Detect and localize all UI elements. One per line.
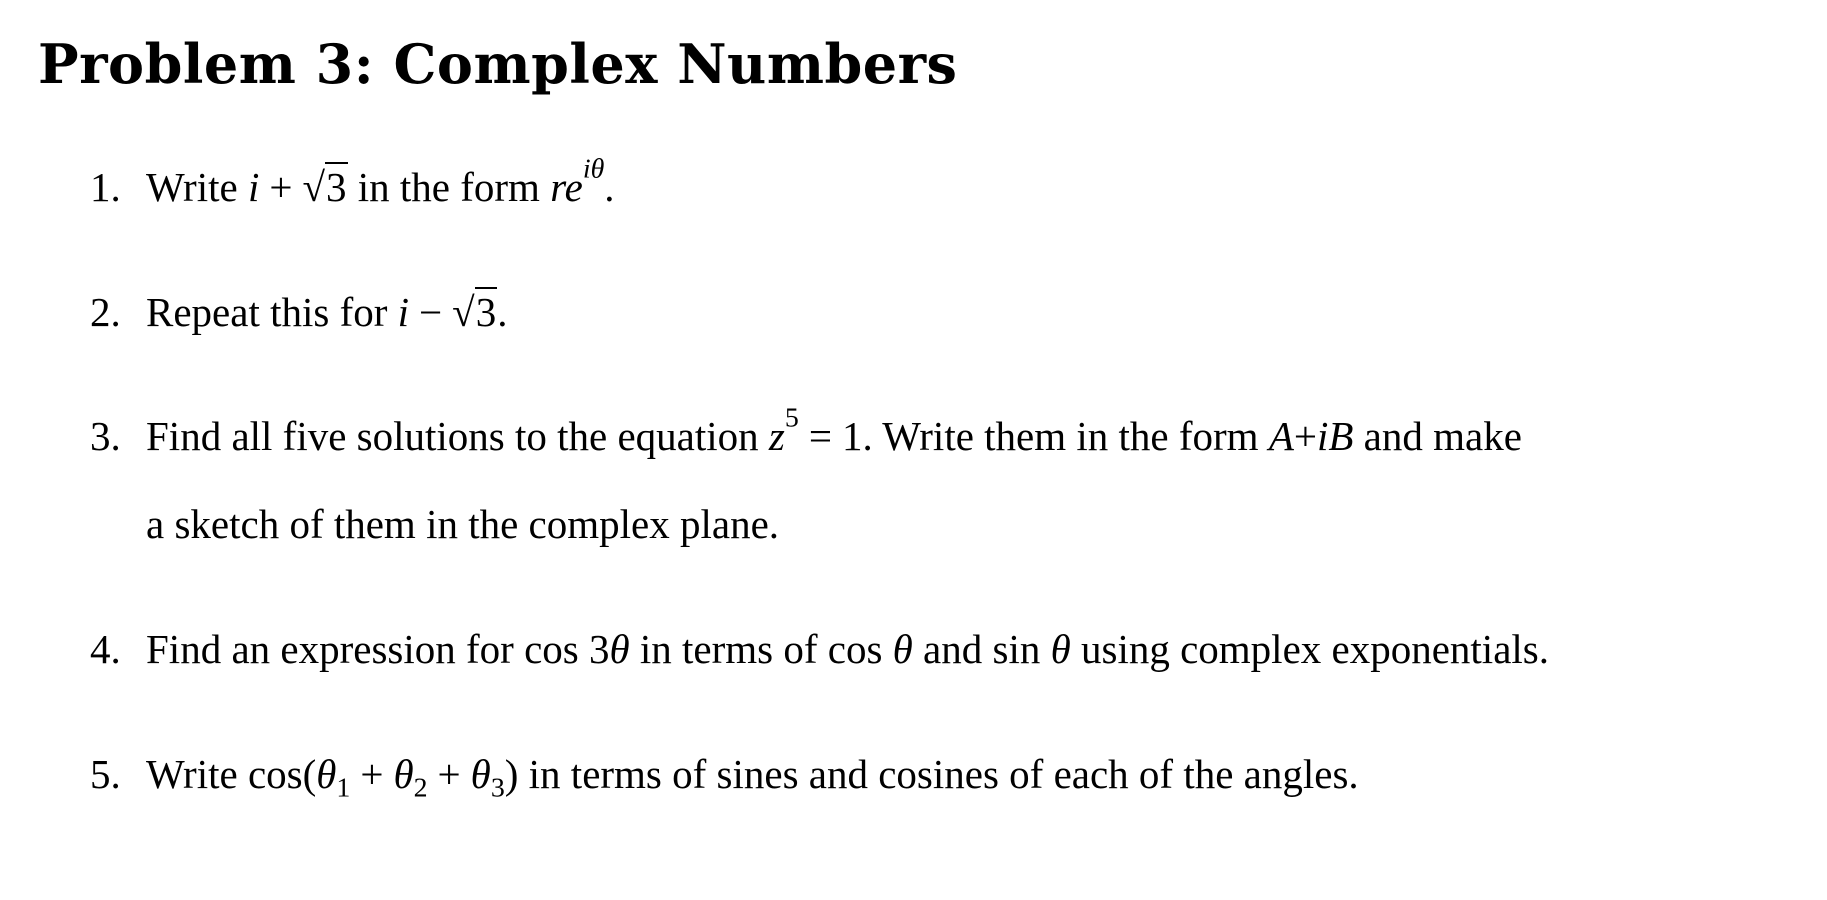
problem-text: Find all five solutions to the equation $z^5 = 1$. Write them in the form A+iB and make <box>146 402 1522 459</box>
problem-text: Repeat this for i − √3. <box>146 289 508 335</box>
square-root: √3 <box>302 164 347 210</box>
problem-text: Write i + √3 in the form $re^{i\theta}$. <box>146 153 615 210</box>
problem-number: 5. <box>90 751 121 797</box>
problem-text: Write $\cos(\theta_1 + \theta_2 + \theta_3)$ in terms of sines and cosines of each of the angles. <box>146 751 1359 804</box>
problem-item-2 <box>90 268 1790 356</box>
problem-text: Find an expression for cos 3θ in terms of cos θ and sin θ using complex exponentials. <box>146 626 1549 672</box>
problem-item-4 <box>90 605 1790 693</box>
problem-item-3 <box>90 392 1790 568</box>
problem-number: 3. <box>90 413 121 459</box>
problem-text-continuation: a sketch of them in the complex plane. <box>146 501 780 547</box>
problem-number: 4. <box>90 626 121 672</box>
problem-number: 1. <box>90 164 121 210</box>
problem-item-5 <box>90 730 1790 818</box>
problem-number: 2. <box>90 289 121 335</box>
square-root: √3 <box>452 289 497 335</box>
problem-item-1 <box>90 143 1790 231</box>
page-title: Problem 3: Complex Numbers <box>38 32 958 96</box>
